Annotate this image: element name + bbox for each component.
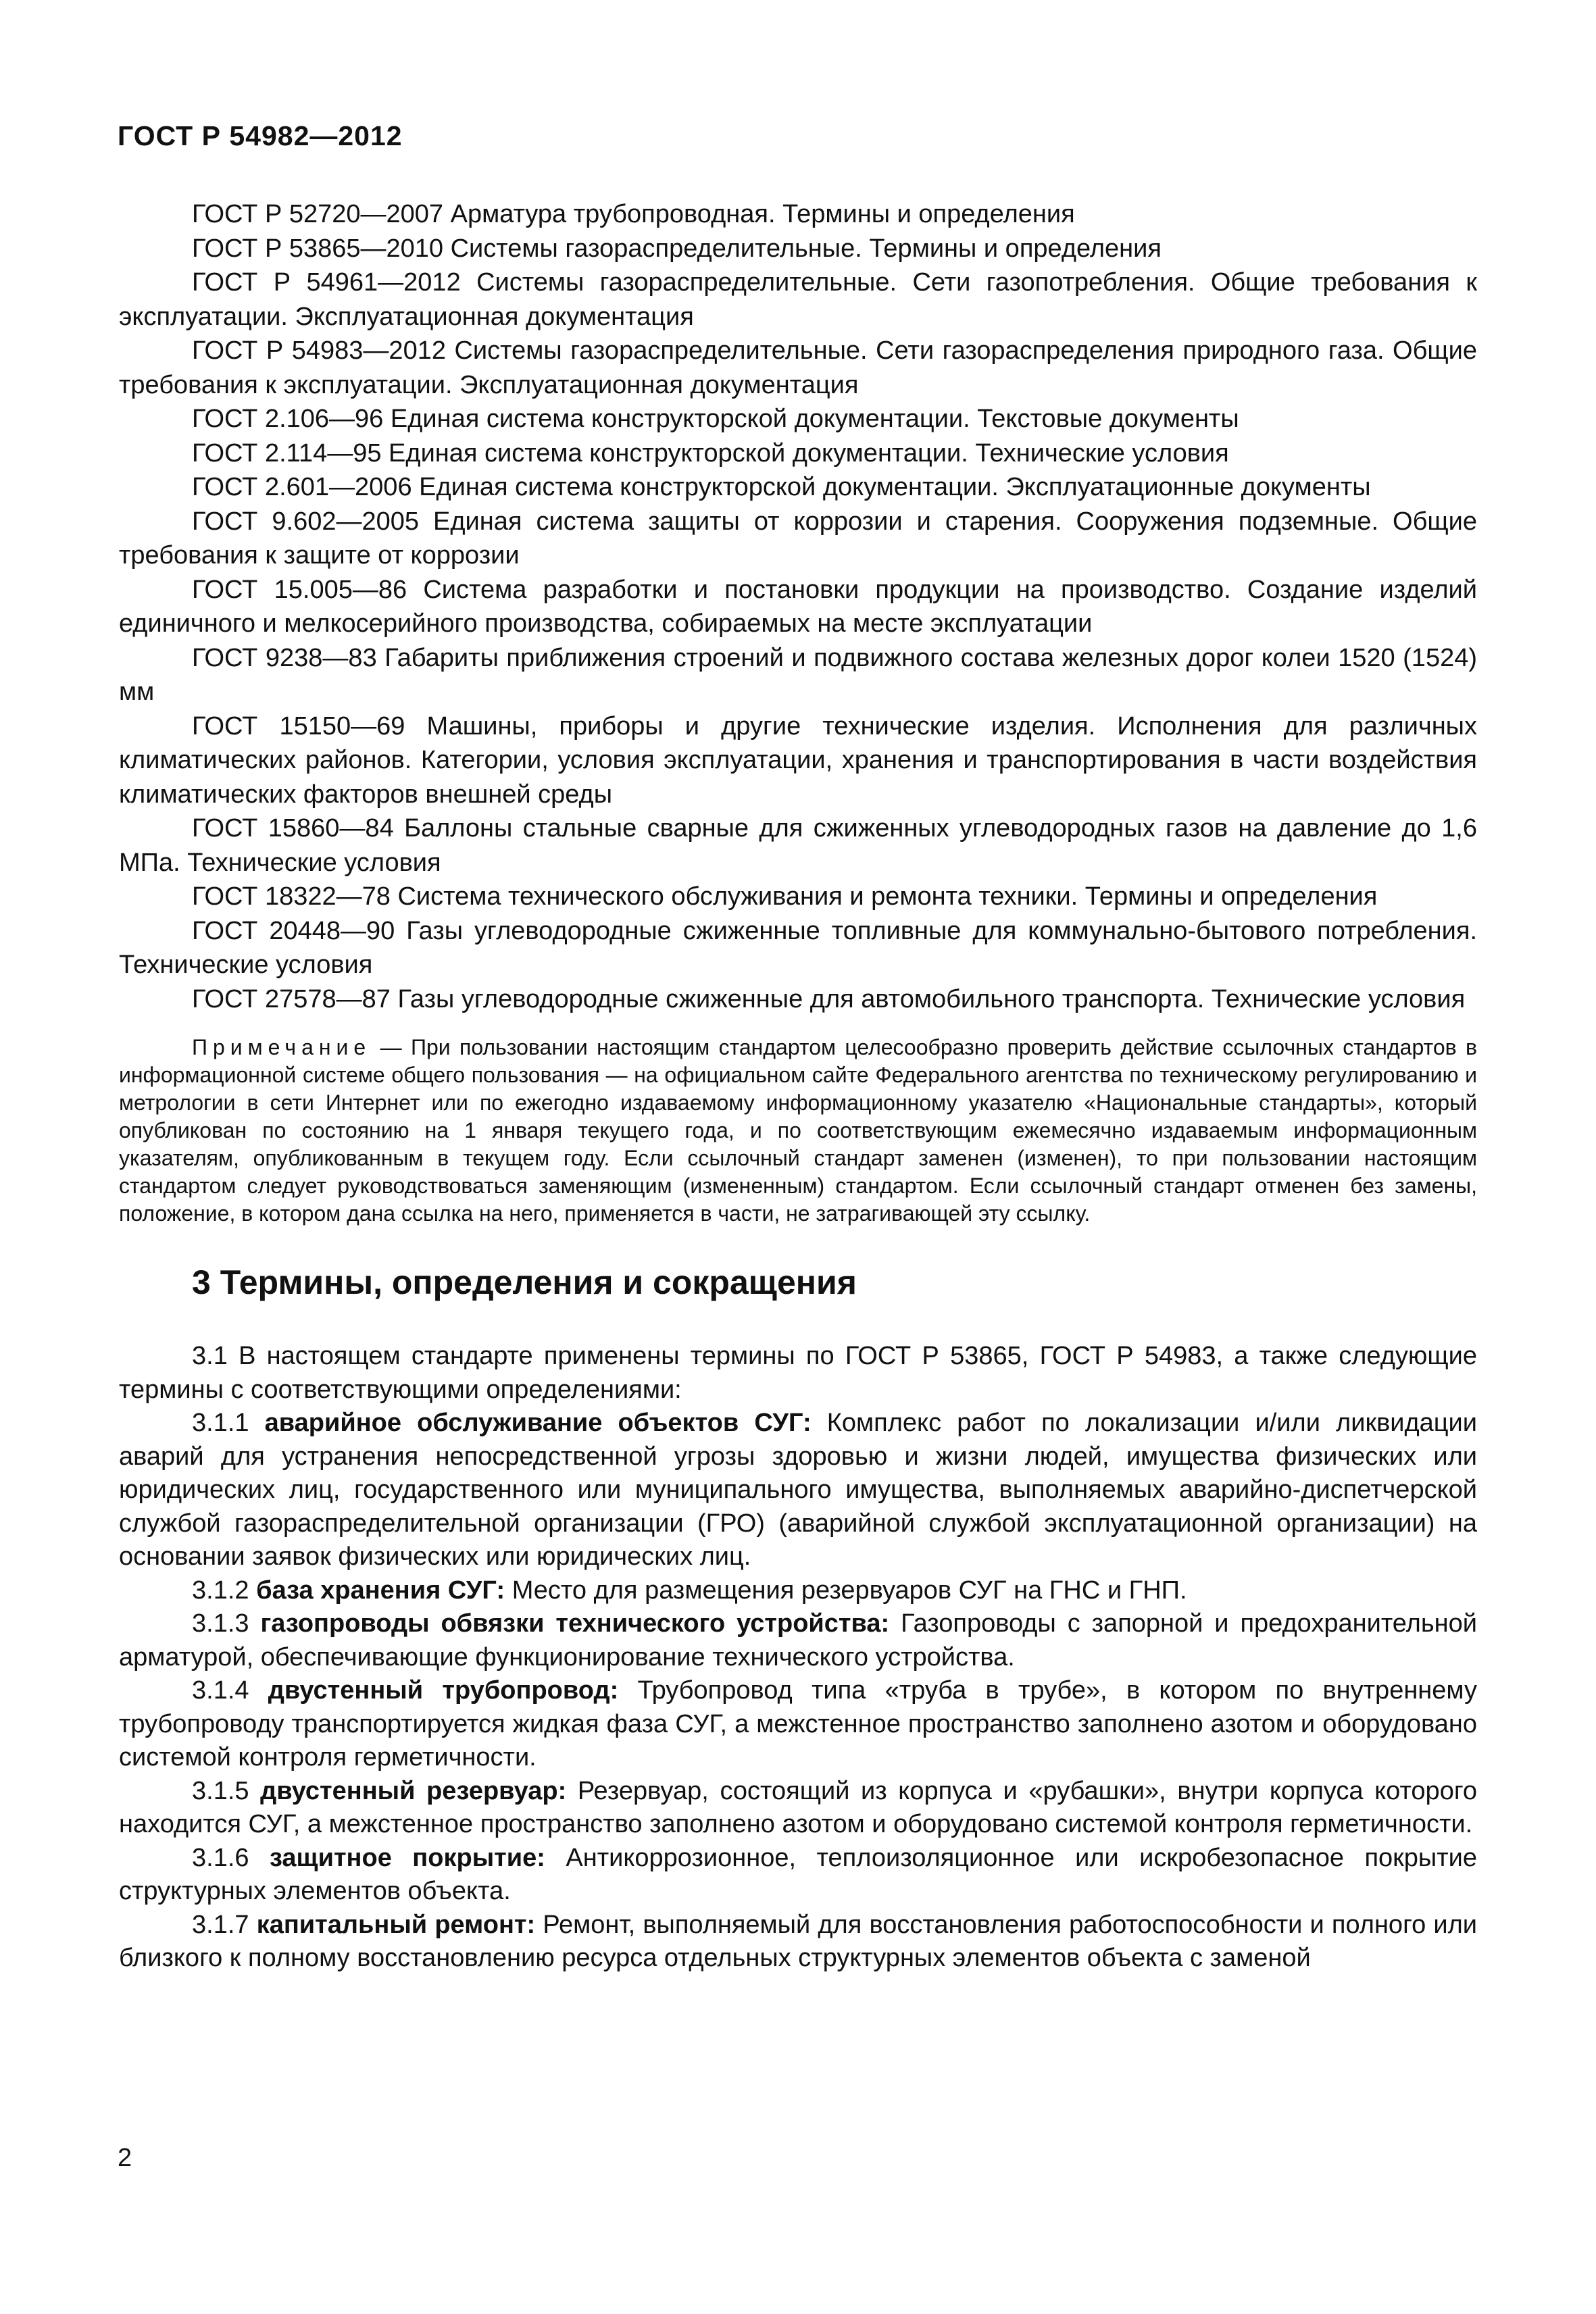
term-number: 3.1.5 (192, 1776, 249, 1805)
term-definition: Резервуар, состоящий из корпуса и «рубашки», внутри корпуса которого находится СУГ, а межстенное пространство заполнено азотом и оборудовано системой контроля герметичности. (119, 1776, 1477, 1838)
section-title: 3 Термины, определения и сокращения (192, 1263, 857, 1301)
page-number: 2 (118, 2144, 132, 2172)
term-name: аварийное обслуживание объектов СУГ: (264, 1409, 812, 1437)
normative-references-list (119, 197, 1477, 1016)
reference-item: ГОСТ 18322—78 Система технического обслуживания и ремонта техники. Термины и определения (192, 882, 1378, 911)
note-text: — При пользовании настоящим стандартом целесообразно проверить действие ссылочных стандартов в информационной системе общего пользования — на официальном сайте Федерального агентства по техническому регулированию и метрологии в сети Интернет или по ежегодно издаваемому информационному указателю «Национальные стандарты», который опубликован по состоянию на 1 января текущего года, и по соответствующим ежемесячно издаваемым информационным указателям, опубликованным в текущем году. Если ссылочный стандарт заменен (изменен), то при пользовании настоящим стандартом следует руководствоваться заменяющим (измененным) стандартом. Если ссылочный стандарт отменен без замены, положение, в котором дана ссылка на него, применяется в части, не затрагивающей эту ссылку. (119, 1035, 1478, 1226)
term-name: газопроводы обвязки технического устройства: (260, 1609, 890, 1638)
term-number: 3.1.6 (192, 1843, 249, 1872)
term-name: капитальный ремонт: (256, 1910, 536, 1939)
term-definition: Ремонт, выполняемый для восстановления работоспособности и полного или близкого к полному восстановлению ресурса отдельных структурных элементов объекта с заменой (119, 1910, 1477, 1972)
term-number: 3.1.7 (192, 1910, 249, 1939)
reference-item: ГОСТ 9.602—2005 Единая система защиты от коррозии и старения. Сооружения подземные. Общие требования к защите от коррозии (119, 507, 1477, 570)
note-label: Примечание (192, 1035, 372, 1059)
term-definition: Газопроводы с запорной и предохранительной арматурой, обеспечивающие функционирование технического устройства. (119, 1609, 1477, 1671)
term-number: 3.1.1 (192, 1409, 249, 1437)
document-body (119, 197, 1477, 1976)
term-item (119, 1842, 1477, 1909)
reference-item: ГОСТ 2.114—95 Единая система конструкторской документации. Технические условия (192, 438, 1229, 468)
reference-item: ГОСТ Р 54961—2012 Системы газораспределительные. Сети газопотребления. Общие требования к эксплуатации. Эксплуатационная документация (119, 268, 1477, 331)
term-item (119, 1775, 1477, 1842)
term-number: 3.1.2 (192, 1576, 249, 1605)
reference-item: ГОСТ Р 54983—2012 Системы газораспределительные. Сети газораспределения природного газа. Общие требования к эксплуатации. Эксплуатационная документация (119, 336, 1477, 399)
reference-item: ГОСТ 2.106—96 Единая система конструкторской документации. Текстовые документы (192, 405, 1239, 433)
note-paragraph (119, 1034, 1477, 1228)
term-definition: Антикоррозионное, теплоизоляционное или искробезопасное покрытие структурных элементов объекта. (119, 1843, 1478, 1905)
term-number: 3.1.4 (192, 1676, 249, 1705)
term-name: защитное покрытие: (270, 1843, 545, 1872)
reference-item: ГОСТ 15150—69 Машины, приборы и другие технические изделия. Исполнения для различных климатических районов. Категории, условия эксплуатации, хранения и транспортирования в части воздействия климатических факторов внешней среды (119, 711, 1477, 809)
section-intro: 3.1 В настоящем стандарте применены термины по ГОСТ Р 53865, ГОСТ Р 54983, а также следующие термины с соответствующими определениями: (119, 1342, 1477, 1404)
term-name: двустенный резервуар: (260, 1776, 567, 1805)
term-item (119, 1674, 1477, 1775)
term-definition: Место для размещения резервуаров СУГ на ГНС и ГНП. (512, 1576, 1187, 1605)
term-item (119, 1574, 1477, 1608)
term-item (119, 1607, 1477, 1674)
term-number: 3.1.3 (192, 1609, 249, 1638)
reference-item: ГОСТ 15.005—86 Система разработки и постановки продукции на производство. Создание изделий единичного и мелкосерийного производства, собираемых на месте эксплуатации (119, 575, 1477, 638)
term-definition: Комплекс работ по локализации и/или ликвидации аварий для устранения непосредственной угрозы здоровью и жизни людей, имущества физических или юридических лиц, государственного или муниципального имущества, выполняемых аварийно-диспетчерской службой газораспределительной организации (ГРО) (аварийной службой эксплуатационной организации) на основании заявок физических или юридических лиц. (119, 1409, 1478, 1571)
reference-item: ГОСТ 27578—87 Газы углеводородные сжиженные для автомобильного транспорта. Технические условия (192, 984, 1466, 1013)
reference-item: ГОСТ 9238—83 Габариты приближения строений и подвижного состава железных дорог колеи 1520 (1524) мм (119, 643, 1477, 706)
page-header: ГОСТ Р 54982—2012 (118, 120, 403, 151)
term-definition: Трубопровод типа «труба в трубе», в котором по внутреннему трубопроводу транспортируется жидкая фаза СУГ, а межстенное пространство заполнено азотом и оборудовано системой контроля герметичности. (119, 1676, 1477, 1771)
reference-item: ГОСТ 2.601—2006 Единая система конструкторской документации. Эксплуатационные документы (192, 473, 1371, 501)
term-item (119, 1909, 1477, 1976)
term-name: двустенный трубопровод: (268, 1676, 619, 1705)
reference-item: ГОСТ 20448—90 Газы углеводородные сжиженные топливные для коммунально-бытового потребления. Технические условия (119, 916, 1477, 979)
term-name: база хранения СУГ: (256, 1576, 505, 1605)
reference-item: ГОСТ Р 52720—2007 Арматура трубопроводная. Термины и определения (192, 200, 1075, 228)
reference-item: ГОСТ 15860—84 Баллоны стальные сварные для сжиженных углеводородных газов на давление до 1,6 МПа. Технические условия (119, 814, 1477, 877)
reference-item: ГОСТ Р 53865—2010 Системы газораспределительные. Термины и определения (192, 234, 1162, 263)
term-item (119, 1407, 1477, 1574)
